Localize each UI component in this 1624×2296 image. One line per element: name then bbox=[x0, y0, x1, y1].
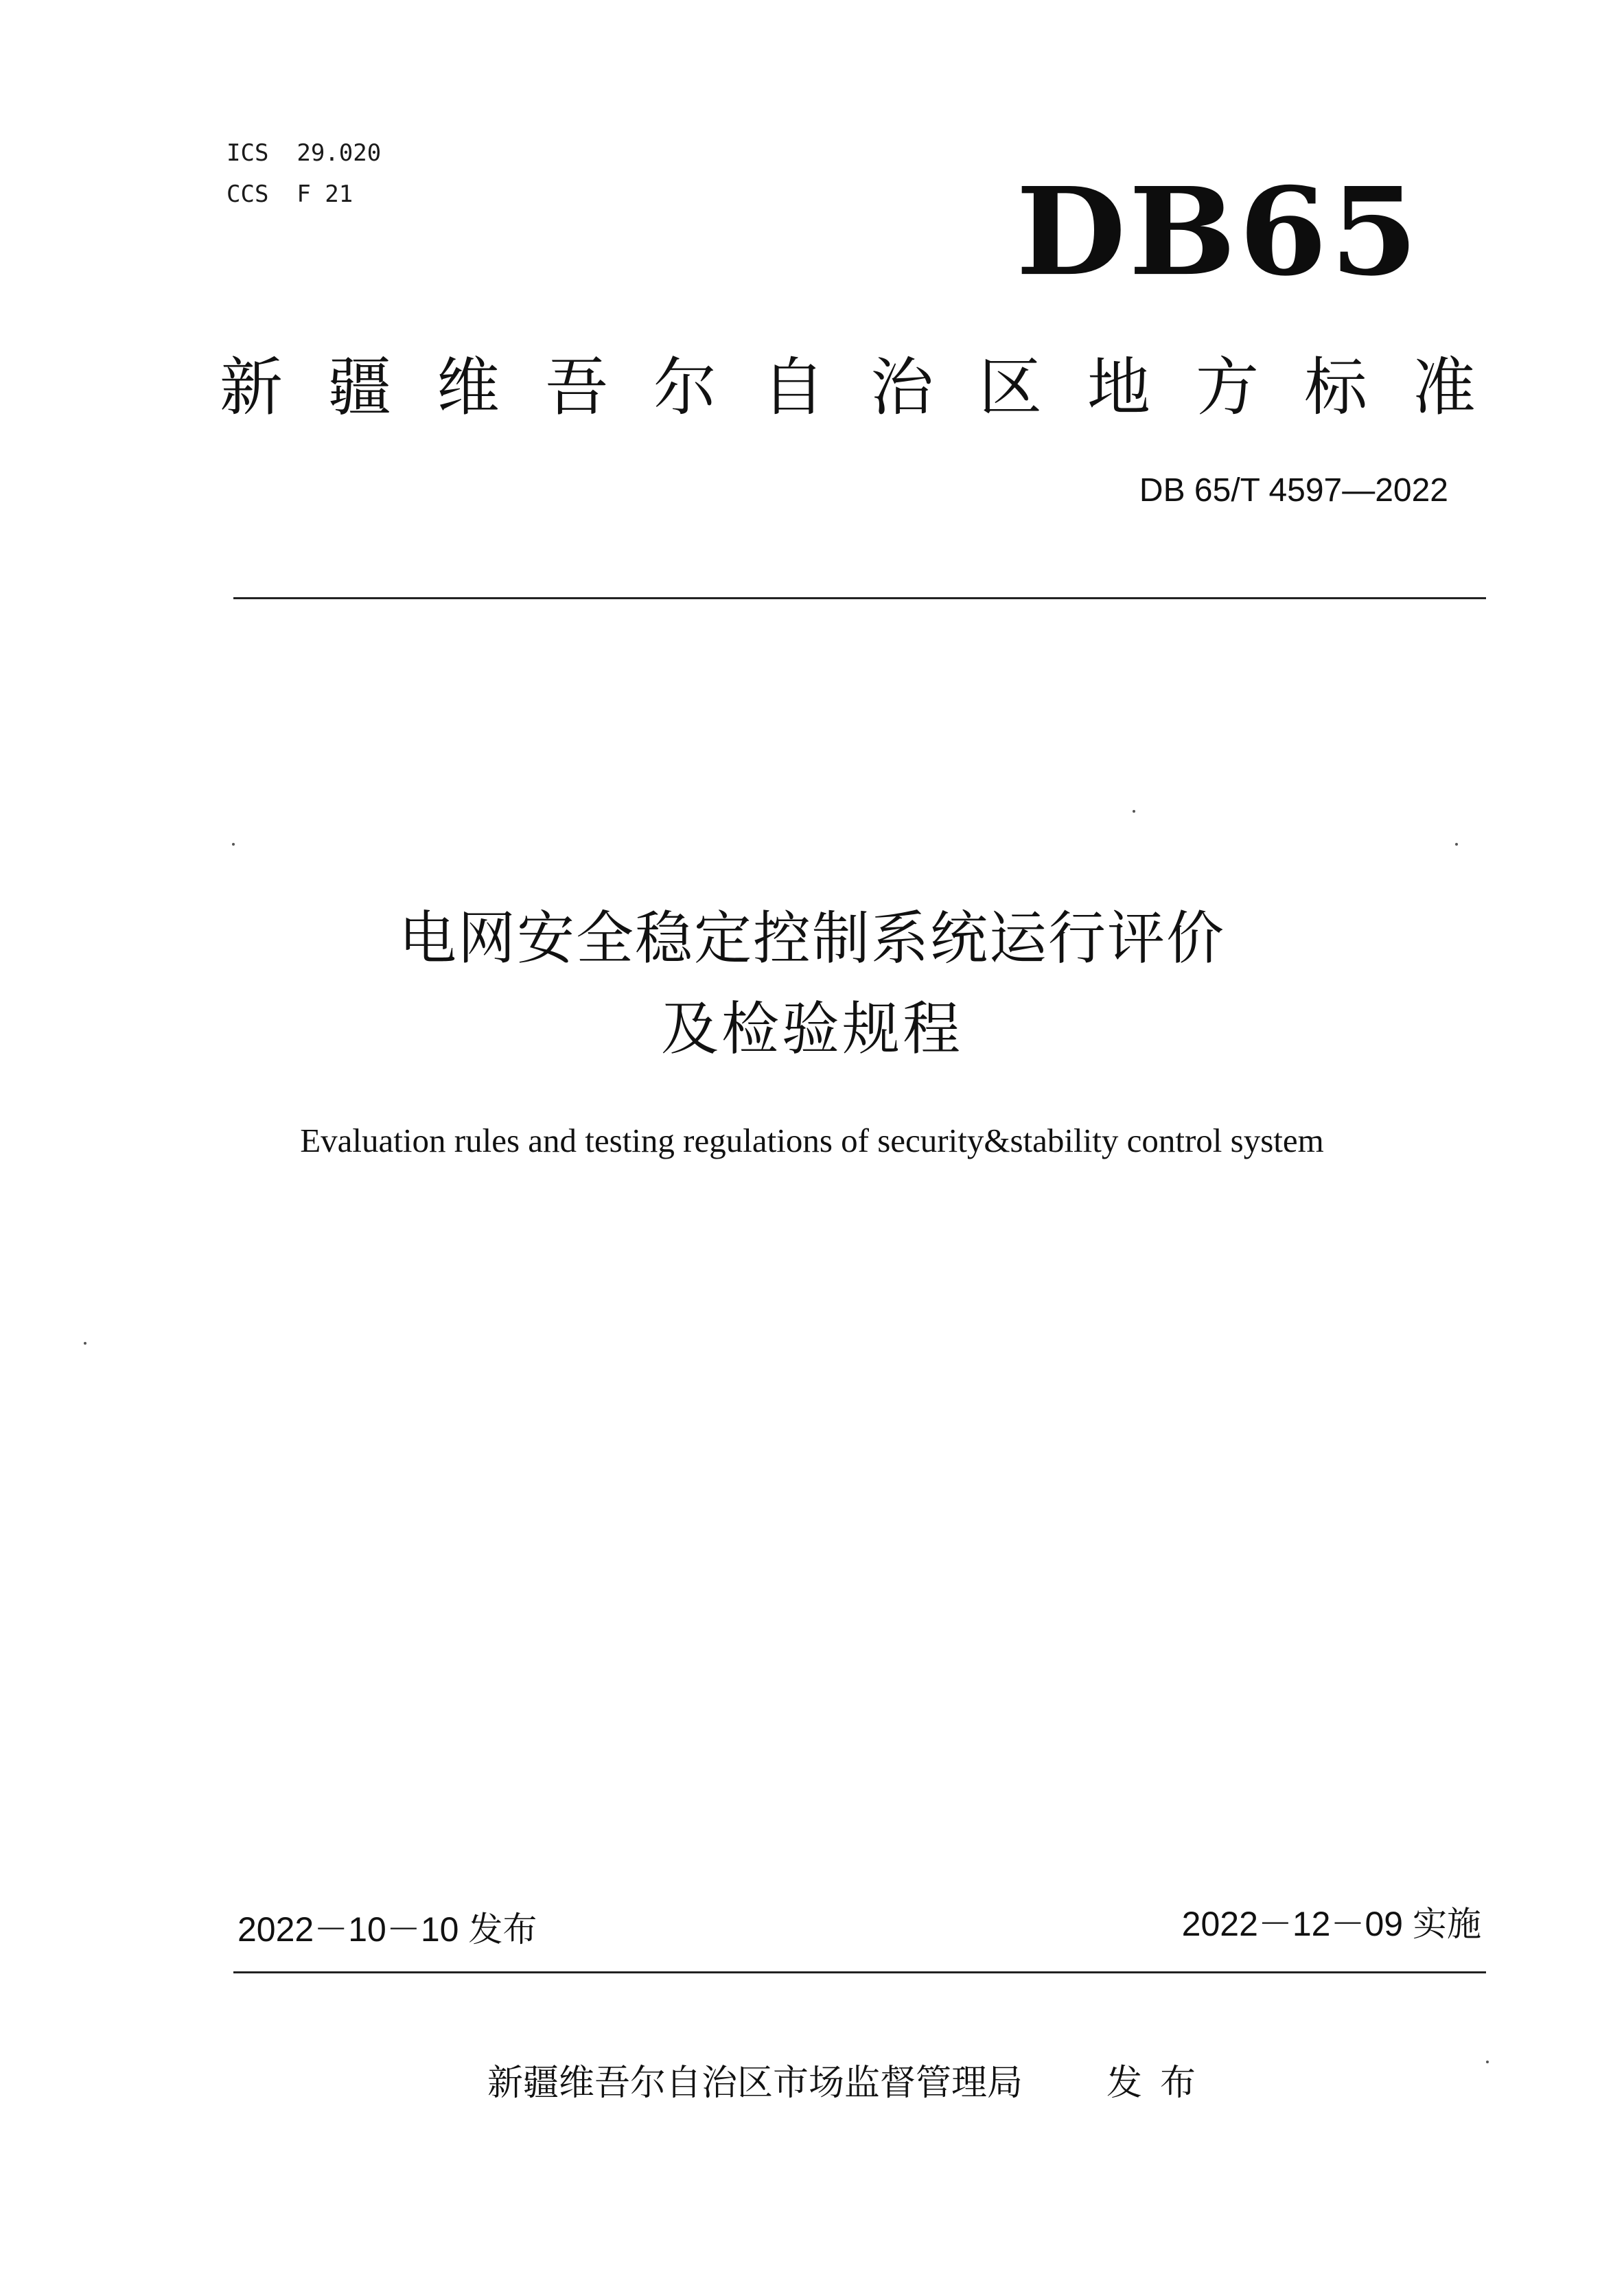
standard-type-heading: 新疆维吾尔自治区地方标准 bbox=[220, 351, 1522, 424]
header-divider bbox=[233, 597, 1486, 599]
ccs-code: CCS F 21 bbox=[227, 181, 353, 208]
issue-label: 发布 bbox=[1106, 2063, 1214, 2104]
issuing-authority: 新疆维吾尔自治区市场监督管理局 bbox=[487, 2063, 1023, 2104]
effective-date: 2022－12－09 实施 bbox=[1181, 1905, 1481, 1943]
scan-speck bbox=[1133, 810, 1135, 813]
document-title-cn-line2: 及检验规程 bbox=[660, 995, 963, 1063]
document-title-en: Evaluation rules and testing regulations of security&stability control system bbox=[300, 1122, 1324, 1159]
issue-date: 2022－10－10 发布 bbox=[237, 1910, 537, 1949]
footer-divider bbox=[233, 1971, 1486, 1973]
scan-speck bbox=[232, 843, 235, 846]
scan-speck bbox=[84, 1342, 86, 1345]
db-logo: DB65 bbox=[1016, 160, 1422, 303]
scan-speck bbox=[1486, 2061, 1489, 2063]
ics-code: ICS 29.020 bbox=[227, 139, 382, 167]
scan-speck bbox=[1455, 843, 1458, 846]
document-title-cn-line1: 电网安全稳定控制系统运行评价 bbox=[398, 905, 1225, 972]
classification-codes bbox=[227, 132, 381, 215]
standard-number: DB 65/T 4597—2022 bbox=[1139, 472, 1448, 509]
